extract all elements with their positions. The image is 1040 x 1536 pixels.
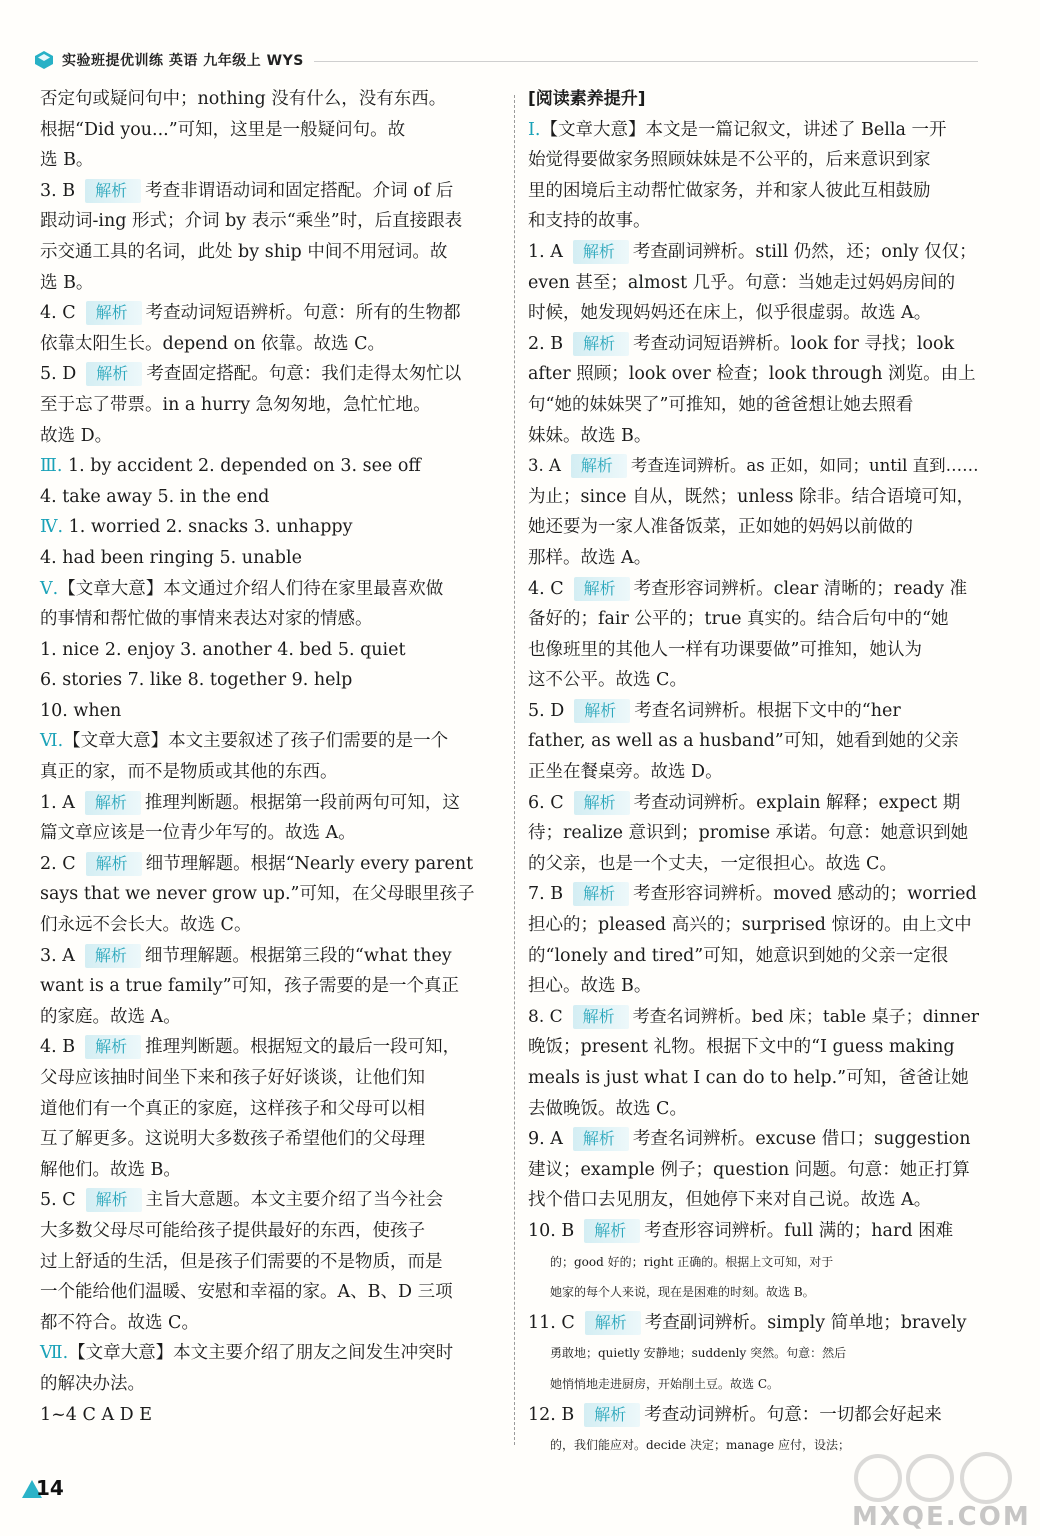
right-line: [528, 1032, 978, 1063]
right-line: [528, 1308, 978, 1339]
left-line: [40, 879, 502, 910]
line-text: 否定句或疑问句中；nothing 没有什么，没有东西。: [40, 89, 447, 109]
left-line: [40, 818, 502, 849]
line-text: 的家庭。故选 A。: [40, 1006, 181, 1027]
answer-number: 10. B: [528, 1220, 575, 1241]
line-text: 的，我们能应对。decide 决定；manage 应付，设法；: [550, 1438, 850, 1453]
section-roman-numeral: Ⅵ.: [40, 731, 64, 752]
right-line: [528, 879, 978, 910]
line-text: 考查形容词辨析。clear 清晰的；ready 准: [633, 578, 968, 599]
line-text: 的事情和帮忙做的事情来表达对家的情感。: [40, 609, 373, 630]
left-line: [40, 115, 502, 146]
line-text: 跟动词-ing 形式；介词 by 表示“乘坐”时，后直接跟表: [40, 211, 463, 232]
line-text: 【文章大意】本文主要叙述了孩子们需要的是一个: [63, 731, 449, 752]
line-text: 考查副词辨析。still 仍然，还；only 仅仅；: [632, 241, 977, 262]
line-text: 推理判断题。根据短文的最后一段可知，: [145, 1037, 461, 1058]
line-text: 建议；example 例子；question 问题。句意：她正打算: [528, 1159, 970, 1180]
right-line: [528, 1277, 978, 1308]
left-line: [40, 1277, 502, 1308]
left-line: [40, 298, 502, 329]
analysis-badge: 解析: [86, 852, 142, 876]
left-line: [40, 512, 502, 543]
left-line: [40, 910, 502, 941]
analysis-badge: 解析: [85, 791, 141, 815]
analysis-badge: 解析: [584, 1403, 640, 1427]
right-line: [528, 604, 978, 635]
left-line: [40, 1369, 502, 1400]
line-text: 的；good 好的；right 正确的。根据上文可知，对于: [550, 1254, 834, 1269]
line-text: 10. when: [40, 700, 122, 721]
answer-number: 3. A: [40, 945, 75, 966]
left-line: [40, 176, 502, 207]
line-text: 大多数父母尽可能给孩子提供最好的东西，使孩子: [40, 1220, 425, 1241]
left-line: [40, 849, 502, 880]
right-line: [528, 359, 978, 390]
right-line: [528, 145, 978, 176]
right-line: [528, 696, 978, 727]
right-line: [528, 1338, 978, 1369]
line-text: 6. stories 7. like 8. together 9. help: [40, 670, 353, 691]
answer-number: 3. A: [528, 456, 561, 476]
answer-number: 11. C: [528, 1312, 575, 1333]
analysis-badge: 解析: [574, 699, 630, 723]
line-text: 【文章大意】本文通过介绍人们待在家里最喜欢做: [58, 578, 444, 599]
left-line: [40, 726, 502, 757]
line-text: father, as well as a husband”可知，她看到她的父亲: [528, 731, 959, 752]
left-line: [40, 543, 502, 574]
line-text: 主旨大意题。本文主要介绍了当今社会: [145, 1190, 444, 1211]
right-line: [528, 237, 978, 268]
right-line: [528, 84, 978, 115]
right-line: [528, 176, 978, 207]
line-text: 解他们。故选 B。: [40, 1159, 181, 1180]
line-text: 考查名词辨析。根据下文中的“her: [634, 700, 901, 721]
line-text: 选 B。: [40, 150, 94, 171]
answer-number: 2. B: [528, 333, 564, 354]
line-text: 道他们有一个真正的家庭，这样孩子和父母可以相: [40, 1098, 425, 1119]
answer-number: 9. A: [528, 1129, 563, 1150]
line-text: 的解决办法。: [40, 1373, 145, 1394]
left-column: [40, 84, 502, 1430]
line-text: 时候，她发现妈妈还在床上，似乎很虚弱。故选 A。: [528, 303, 932, 324]
section-roman-numeral: Ⅲ.: [40, 456, 63, 477]
left-line: [40, 696, 502, 727]
line-text: 那样。故选 A。: [528, 547, 652, 568]
left-line: [40, 635, 502, 666]
analysis-badge: 解析: [85, 944, 141, 968]
left-line: [40, 329, 502, 360]
answer-number: 2. C: [40, 853, 76, 874]
right-line: [528, 482, 978, 513]
section-roman-numeral: Ⅳ.: [40, 517, 64, 538]
left-line: [40, 206, 502, 237]
line-text: 至于忘了带票。in a hurry 急匆匆地，急忙忙地。: [40, 394, 431, 415]
line-text: 始觉得要做家务照顾妹妹是不公平的，后来意识到家: [528, 150, 931, 171]
answer-number: 4. B: [40, 1037, 76, 1058]
line-text: 考查名词辨析。bed 床；table 桌子；dinner: [632, 1006, 980, 1027]
right-line: [528, 206, 978, 237]
analysis-badge: 解析: [86, 362, 142, 386]
answer-number: 7. B: [528, 884, 564, 905]
line-text: 担心的；pleased 高兴的；surprised 惊讶的。由上文中: [528, 915, 972, 936]
answer-number: 6. C: [528, 792, 564, 813]
answer-number: 1. A: [40, 792, 75, 813]
left-line: [40, 971, 502, 1002]
left-line: [40, 390, 502, 421]
right-line: [528, 1063, 978, 1094]
line-text: 4. had been ringing 5. unable: [40, 547, 302, 568]
line-text: 考查动词短语辨析。句意：所有的生物都: [145, 303, 461, 324]
line-text: meals is just what I can do to help.”可知，爸爸让她: [528, 1068, 969, 1088]
line-text: 推理判断题。根据第一段前两句可知，这: [144, 792, 460, 813]
right-line: [528, 1002, 978, 1033]
right-line: [528, 329, 978, 360]
left-line: [40, 359, 502, 390]
analysis-badge: 解析: [85, 179, 141, 203]
left-line: [40, 268, 502, 299]
line-text: 里的困境后主动帮忙做家务，并和家人彼此互相鼓励: [528, 180, 931, 201]
line-text: 们永远不会长大。故选 C。: [40, 915, 252, 936]
left-line: [40, 1002, 502, 1033]
line-text: 1. by accident 2. depended on 3. see off: [62, 456, 421, 477]
answer-number: 8. C: [528, 1006, 563, 1027]
left-line: [40, 788, 502, 819]
left-line: [40, 574, 502, 605]
line-text: 细节理解题。根据第三段的“what they: [144, 945, 452, 966]
right-line: [528, 971, 978, 1002]
column-divider: [514, 95, 515, 1445]
line-text: 考查动词辨析。explain 解释；expect 期: [633, 792, 961, 813]
right-line: [528, 635, 978, 666]
line-text: 4. take away 5. in the end: [40, 486, 270, 507]
line-text: 和支持的故事。: [528, 211, 651, 232]
answer-number: 5. D: [40, 364, 77, 385]
header-rule: [314, 61, 978, 62]
line-text: 故选 D。: [40, 425, 113, 446]
left-line: [40, 1247, 502, 1278]
left-line: [40, 1338, 502, 1369]
line-text: 考查动词短语辨析。look for 寻找；look: [633, 333, 955, 354]
right-line: [528, 543, 978, 574]
answer-number: 3. B: [40, 180, 76, 201]
left-line: [40, 145, 502, 176]
line-text: 【文章大意】本文主要介绍了朋友之间发生冲突时: [68, 1343, 454, 1364]
line-text: 【文章大意】本文是一篇记叙文，讲述了 Bella 一开: [540, 119, 947, 140]
line-text: 考查形容词辨析。full 满的；hard 困难: [644, 1220, 954, 1241]
right-line: [528, 818, 978, 849]
analysis-badge: 解析: [574, 577, 630, 601]
line-text: 的父亲，也是一个丈夫，一定很担心。故选 C。: [528, 853, 897, 874]
left-line: [40, 451, 502, 482]
right-line: [528, 726, 978, 757]
line-text: 晚饭；present 礼物。根据下文中的“I guess making: [528, 1037, 955, 1058]
right-line: [528, 1400, 978, 1431]
left-line: [40, 482, 502, 513]
analysis-badge: 解析: [574, 791, 630, 815]
right-line: [528, 390, 978, 421]
line-text: 示交通工具的名词，此处 by ship 中间不用冠词。故: [40, 241, 448, 262]
line-text: 这不公平。故选 C。: [528, 670, 687, 691]
line-text: 一个能给他们温暖、安慰和幸福的家。A、B、D 三项: [40, 1282, 453, 1303]
answer-number: 5. C: [40, 1190, 76, 1211]
section-roman-numeral: Ⅰ.: [528, 119, 541, 140]
right-line: [528, 1124, 978, 1155]
right-line: [528, 298, 978, 329]
right-line: [528, 1216, 978, 1247]
left-line: [40, 665, 502, 696]
analysis-badge: 解析: [585, 1311, 641, 1335]
right-line: [528, 941, 978, 972]
line-text: 她悄悄地走进厨房，开始削土豆。故选 C。: [550, 1376, 779, 1391]
right-line: [528, 574, 978, 605]
line-text: 考查动词辨析。句意：一切都会好起来: [644, 1404, 942, 1425]
right-column: [528, 84, 978, 1461]
line-text: 父母应该抽时间坐下来和孩子好好谈谈，让他们知: [40, 1068, 425, 1088]
page-number: 14: [36, 1476, 64, 1500]
right-line: [528, 910, 978, 941]
analysis-badge: 解析: [85, 1035, 141, 1059]
line-text: 依靠太阳生长。depend on 依靠。故选 C。: [40, 333, 385, 354]
line-text: 她还要为一家人准备饭菜，正如她的妈妈以前做的: [528, 517, 913, 538]
right-line: [528, 268, 978, 299]
left-line: [40, 1400, 502, 1431]
line-text: 找个借口去见朋友，但她停下来对自己说。故选 A。: [528, 1190, 932, 1211]
line-text: 待；realize 意识到；promise 承诺。句意：她意识到她: [528, 823, 969, 844]
left-line: [40, 1094, 502, 1125]
line-text: 篇文章应该是一位青少年写的。故选 A。: [40, 823, 356, 844]
line-text: 考查连词辨析。as 正如，如同；until 直到……: [630, 456, 979, 476]
line-text: 1. nice 2. enjoy 3. another 4. bed 5. quiet: [40, 639, 406, 660]
right-line: [528, 1155, 978, 1186]
line-text: 担心。故选 B。: [528, 976, 652, 997]
left-line: [40, 421, 502, 452]
analysis-badge: 解析: [86, 1188, 142, 1212]
line-text: after 照顾；look over 检查；look through 浏览。由上: [528, 364, 976, 385]
right-line: [528, 665, 978, 696]
analysis-badge: 解析: [86, 301, 142, 325]
line-text: 考查非谓语动词和固定搭配。介词 of 后: [145, 180, 454, 201]
line-text: 选 B。: [40, 272, 94, 293]
line-text: 的“lonely and tired”可知，她意识到她的父亲一定很: [528, 945, 949, 966]
line-text: 句“她的妹妹哭了”可推知，她的爸爸想让她去照看: [528, 394, 914, 415]
line-text: 互了解更多。这说明大多数孩子希望他们的父母理: [40, 1129, 425, 1150]
line-text: 考查名词辨析。excuse 借口；suggestion: [632, 1129, 971, 1150]
left-line: [40, 84, 502, 115]
right-line: [528, 451, 978, 482]
page-header: [34, 44, 978, 74]
right-line: [528, 115, 978, 146]
answer-number: 5. D: [528, 700, 565, 721]
line-text: 1~4 C A D E: [40, 1404, 153, 1425]
answer-number: 12. B: [528, 1404, 575, 1425]
line-text: 妹妹。故选 B。: [528, 425, 652, 446]
line-text: 去做晚饭。故选 C。: [528, 1098, 687, 1119]
analysis-badge: 解析: [573, 1005, 629, 1029]
line-text: says that we never grow up.”可知，在父母眼里孩子: [40, 884, 475, 905]
right-line: [528, 849, 978, 880]
analysis-badge: 解析: [573, 1127, 629, 1151]
left-line: [40, 1155, 502, 1186]
analysis-badge: 解析: [584, 1219, 640, 1243]
section-title: [阅读素养提升]: [528, 89, 646, 109]
book-logo-icon: [34, 50, 54, 70]
right-line: [528, 421, 978, 452]
line-text: 细节理解题。根据“Nearly every parent: [145, 853, 474, 874]
line-text: 勇敢地；quietly 安静地；suddenly 突然。句意：然后: [550, 1346, 847, 1361]
left-line: [40, 941, 502, 972]
line-text: 考查固定搭配。句意：我们走得太匆忙以: [146, 364, 462, 385]
section-roman-numeral: Ⅶ.: [40, 1343, 69, 1364]
analysis-badge: 解析: [573, 240, 629, 264]
line-text: 考查形容词辨析。moved 感动的；worried: [633, 884, 977, 905]
left-line: [40, 1032, 502, 1063]
left-line: [40, 1063, 502, 1094]
line-text: 真正的家，而不是物质或其他的东西。: [40, 762, 338, 783]
left-line: [40, 1308, 502, 1339]
right-line: [528, 757, 978, 788]
line-text: 过上舒适的生活，但是孩子们需要的不是物质，而是: [40, 1251, 443, 1272]
header-title: 实验班提优训练 英语 九年级上 WYS: [62, 53, 304, 69]
line-text: even 甚至；almost 几乎。句意：当她走过妈妈房间的: [528, 272, 956, 293]
right-line: [528, 788, 978, 819]
left-line: [40, 1216, 502, 1247]
line-text: 考查副词辨析。simply 简单地；bravely: [644, 1312, 967, 1333]
line-text: 都不符合。故选 C。: [40, 1312, 199, 1333]
line-text: want is a true family”可知，孩子需要的是一个真正: [40, 976, 460, 997]
right-line: [528, 1185, 978, 1216]
analysis-badge: 解析: [571, 454, 627, 478]
line-text: 根据“Did you...”可知，这里是一般疑问句。故: [40, 119, 406, 140]
right-line: [528, 1247, 978, 1278]
left-line: [40, 1185, 502, 1216]
line-text: 备好的；fair 公平的；true 真实的。结合后句中的“她: [528, 609, 949, 630]
line-text: 正坐在餐桌旁。故选 D。: [528, 762, 723, 783]
watermark-text: MXQE.COM: [852, 1502, 1031, 1532]
right-line: [528, 512, 978, 543]
right-line: [528, 1094, 978, 1125]
left-line: [40, 237, 502, 268]
answer-number: 4. C: [528, 578, 564, 599]
right-line: [528, 1369, 978, 1400]
analysis-badge: 解析: [573, 332, 629, 356]
section-roman-numeral: Ⅴ.: [40, 578, 59, 599]
line-text: 也像班里的其他人一样有功课要做”可推知，她认为: [528, 639, 922, 660]
left-line: [40, 604, 502, 635]
line-text: 1. worried 2. snacks 3. unhappy: [63, 517, 353, 538]
answer-number: 1. A: [528, 241, 563, 262]
left-line: [40, 1124, 502, 1155]
line-text: 她家的每个人来说，现在是困难的时刻。故选 B。: [550, 1285, 815, 1300]
left-line: [40, 757, 502, 788]
analysis-badge: 解析: [573, 882, 629, 906]
line-text: 为止；since 自从，既然；unless 除非。结合语境可知，: [528, 486, 975, 507]
answer-number: 4. C: [40, 303, 76, 324]
